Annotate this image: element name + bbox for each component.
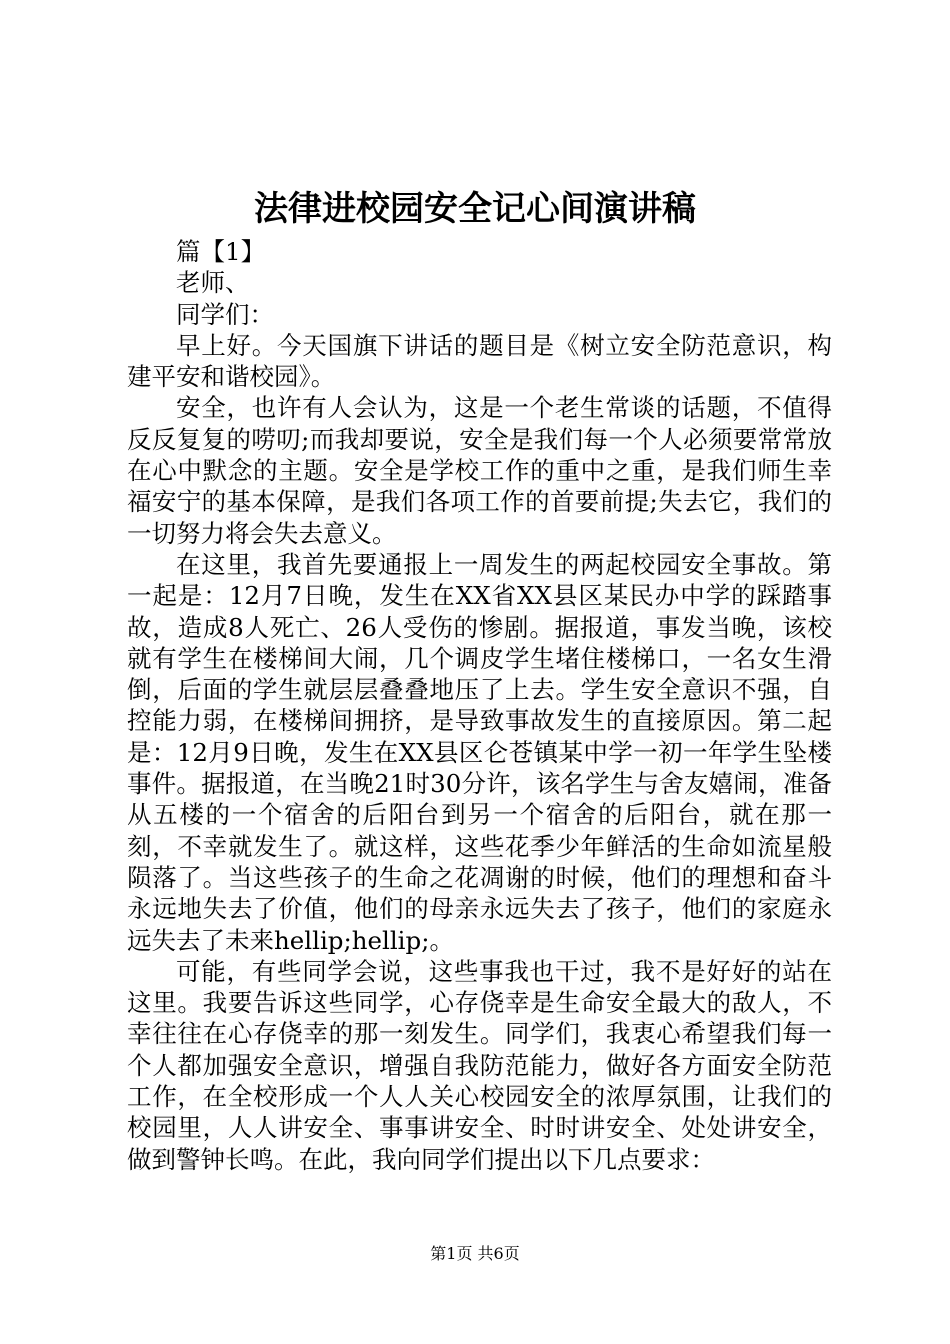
paragraph-salutation-students: 同学们： xyxy=(176,299,274,329)
paragraph-salutation-teachers: 老师、 xyxy=(176,268,250,298)
document-body xyxy=(127,236,832,1175)
paragraph-call-to-action: 可能，有些同学会说，这些事我也干过，我不是好好的站在这里。我要告诉这些同学，心存侥幸是生命安全最大的敌人，不幸往往在心存侥幸的那一刻发生。同学们，我衷心希望我们每一个人都加强安全意识，增强自我防范能力，做好各方面安全防范工作，在全校形成一个人人关心校园安全的浓厚氛围，让我们的校园里，人人讲安全、事事讲安全、时时讲安全、处处讲安全，做到警钟长鸣。在此，我向同学们提出以下几点要求： xyxy=(127,956,832,1174)
paragraph-safety-importance: 安全，也许有人会认为，这是一个老生常谈的话题，不值得反反复复的唠叨;而我却要说，安全是我们每一个人必须要常常放在心中默念的主题。安全是学校工作的重中之重，是我们师生幸福安宁的基本保障，是我们各项工作的首要前提;失去它，我们的一切努力将会失去意义。 xyxy=(127,393,832,548)
paragraph-incidents: 在这里，我首先要通报上一周发生的两起校园安全事故。第一起是：12月7日晚，发生在XX省XX县区某民办中学的踩踏事故，造成8人死亡、26人受伤的惨剧。据报道，事发当晚，该校就有学生在楼梯间大闹，几个调皮学生堵住楼梯口，一名女生滑倒，后面的学生就层层叠叠地压了上去。学生安全意识不强，自控能力弱，在楼梯间拥挤，是导致事故发生的直接原因。第二起是：12月9日晚，发生在XX县区仑苍镇某中学一初一年学生坠楼事件。据报道，在当晚21时30分许，该名学生与舍友嬉闹，准备从五楼的一个宿舍的后阳台到另一个宿舍的后阳台，就在那一刻，不幸就发生了。就这样，这些花季少年鲜活的生命如流星般陨落了。当这些孩子的生命之花凋谢的时候，他们的理想和奋斗永远地失去了价值，他们的母亲永远失去了孩子，他们的家庭永远失去了未来hellip;hellip;。 xyxy=(127,549,832,955)
paragraph-greeting: 早上好。今天国旗下讲话的题目是《树立安全防范意识，构建平安和谐校园》。 xyxy=(127,330,832,392)
paragraph-section-label: 篇【1】 xyxy=(176,237,266,266)
document-title: 法律进校园安全记心间演讲稿 xyxy=(254,189,696,229)
page-footer: 第1页 共6页 xyxy=(430,1244,520,1263)
